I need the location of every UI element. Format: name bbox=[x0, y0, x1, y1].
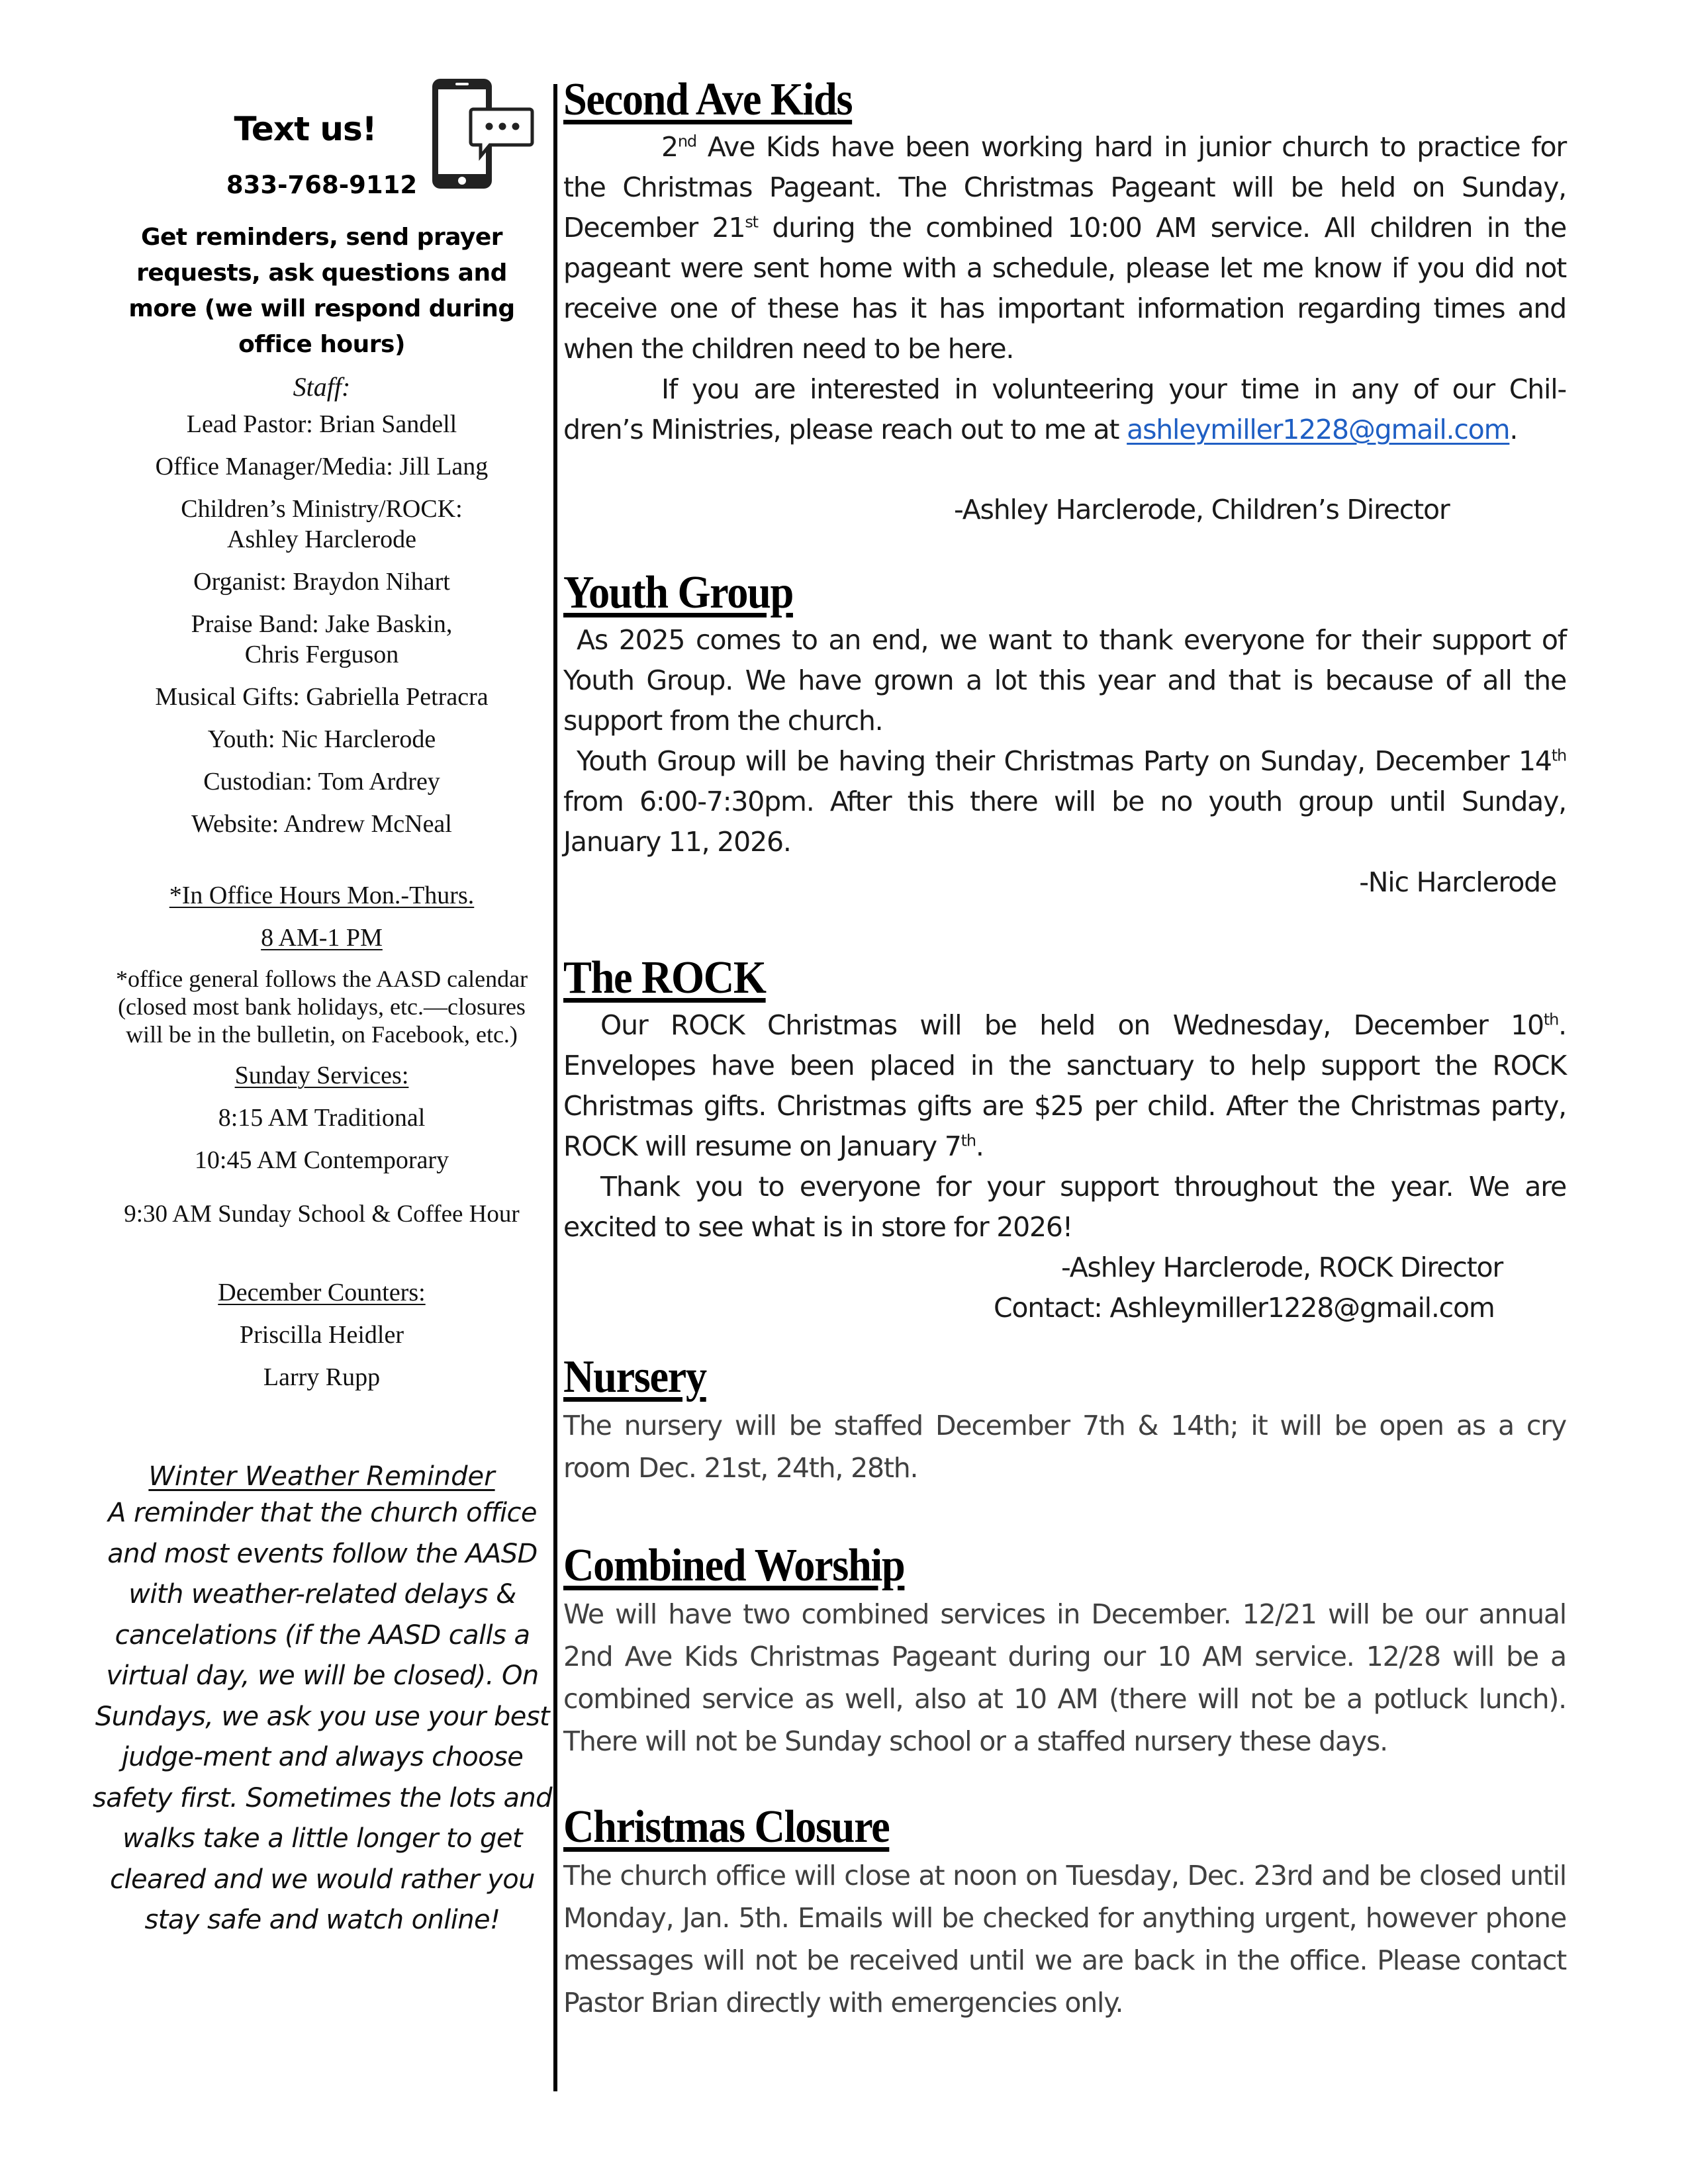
section-paragraph: The nursery will be staffed December 7th & 14th; it will be open as a cry room Dec. 21st, 24th, 28th. bbox=[563, 1410, 1566, 1484]
section-combined-worship bbox=[563, 1539, 1566, 1762]
staff-item: Lead Pastor: Brian Sandell bbox=[186, 410, 457, 438]
section-heading: Combined Worship bbox=[563, 1540, 905, 1591]
office-hours-time: 8 AM-1 PM bbox=[261, 924, 383, 952]
email-link[interactable]: ashleymiller1228@gmail.com bbox=[1127, 414, 1510, 445]
column-divider bbox=[553, 84, 557, 2091]
staff-item: Musical Gifts: Gabriella Petracra bbox=[155, 683, 489, 711]
section-heading: Youth Group bbox=[563, 567, 793, 618]
section-paragraph: The church office will close at noon on Tuesday, Dec. 23rd and be closed until Monday, Jan. 5th. Emails will be checked for anything urgent, however phone messages will not be received until we are back in the office. Please contact Pastor Brian directly with emergencies only. bbox=[563, 1860, 1566, 2019]
text-us-title: Text us! bbox=[234, 110, 377, 148]
section-christmas-closure bbox=[563, 1800, 1566, 2024]
staff-item: Children’s Ministry/ROCK: Ashley Harclerode bbox=[181, 495, 463, 553]
staff-item: Youth: Nic Harclerode bbox=[207, 725, 436, 753]
section-paragraph: Thank you to everyone for your support throughout the year. We are excited to see what is in store for 2026! bbox=[563, 1171, 1566, 1243]
counters-block bbox=[99, 1277, 544, 1392]
section-paragraph: Youth Group will be having their Christmas Party on Sunday, December 14th from 6:00-7:30pm. After this there will be no youth group until Sunday, January 11, 2026. bbox=[563, 745, 1566, 858]
counter-name: Larry Rupp bbox=[263, 1363, 381, 1391]
signature: -Ashley Harclerode, ROCK Director bbox=[1061, 1251, 1503, 1283]
section-heading: Christmas Closure bbox=[563, 1801, 890, 1852]
counters-title: December Counters: bbox=[218, 1279, 426, 1306]
section-the-rock bbox=[563, 951, 1566, 1328]
staff-list bbox=[99, 409, 544, 839]
staff-item: Organist: Braydon Nihart bbox=[193, 568, 450, 596]
section-youth-group bbox=[563, 566, 1566, 903]
weather-reminder-title: Winter Weather Reminder bbox=[148, 1461, 495, 1492]
text-us-phone-number[interactable]: 833-768-9112 bbox=[226, 171, 418, 199]
section-heading: Nursery bbox=[563, 1351, 706, 1402]
contact-email: Contact: Ashleymiller1228@gmail.com bbox=[994, 1292, 1495, 1324]
weather-reminder-block bbox=[93, 1460, 552, 1941]
section-nursery bbox=[563, 1350, 1566, 1489]
section-paragraph: If you are interested in volunteering your time in any of our Chil-dren’s Ministries, please reach out to me at ashleymiller1228@gmail.com. bbox=[563, 373, 1566, 445]
weather-reminder-body: A reminder that the church office and most events follow the AASD with weather-related delays & cancelations (if the AASD calls a virtual day, we will be closed). On Sundays, we ask you use your best judge-ment and always choose safety first. Sometimes the lots and walks take a little longer to get cleared and we would rather you stay safe and watch online! bbox=[93, 1498, 552, 1935]
service-time: 10:45 AM Contemporary bbox=[194, 1146, 449, 1174]
office-calendar-note: *office general follows the AASD calendar (closed most bank holidays, etc.—closures will be in the bulletin, on Facebook, etc.) bbox=[115, 966, 528, 1048]
staff-item: Praise Band: Jake Baskin, Chris Ferguson bbox=[191, 610, 453, 668]
staff-item: Office Manager/Media: Jill Lang bbox=[155, 453, 489, 480]
section-paragraph: We will have two combined services in December. 12/21 will be our annual 2nd Ave Kids Christmas Pageant during our 10 AM service. 12/28 will be a combined service as well, also at 10 AM (there will not be a potluck lunch). There will not be Sunday school or a staffed nursery these days. bbox=[563, 1598, 1566, 1757]
sunday-school-time: 9:30 AM Sunday School & Coffee Hour bbox=[124, 1201, 520, 1228]
section-heading: The ROCK bbox=[563, 952, 766, 1003]
section-second-ave-kids bbox=[563, 73, 1566, 530]
text-us-block bbox=[99, 66, 544, 371]
sunday-services-title: Sunday Services: bbox=[234, 1062, 409, 1089]
phone-chat-icon bbox=[427, 76, 536, 192]
section-paragraph: Our ROCK Christmas will be held on Wednesday, December 10th. Envelopes have been placed in the sanctuary to help support the ROCK Christmas gifts. Christmas gifts are $25 per child. After the Christmas party, ROCK will resume on January 7th. bbox=[563, 1009, 1566, 1162]
section-paragraph: As 2025 comes to an end, we want to thank everyone for their support of Youth Group. We have grown a lot this year and that is because of all the support from the church. bbox=[563, 624, 1566, 737]
office-hours-title: *In Office Hours Mon.-Thurs. bbox=[169, 882, 475, 909]
signature: -Nic Harclerode bbox=[1359, 866, 1556, 898]
staff-item: Website: Andrew McNeal bbox=[191, 810, 452, 838]
staff-item: Custodian: Tom Ardrey bbox=[203, 768, 440, 796]
text-us-description: Get reminders, send prayer requests, ask questions and more (we will respond during office hours) bbox=[128, 224, 515, 358]
section-paragraph: 2nd Ave Kids have been working hard in junior church to practice for the Christmas Pageant. The Christmas Pageant will be held on Sunday, December 21st during the combined 10:00 AM service. All children in the pageant were sent home with a schedule, please let me know if you did not receive one of these has it has important information regarding times and when the children need to be here. bbox=[563, 131, 1566, 365]
service-time: 8:15 AM Traditional bbox=[218, 1104, 426, 1132]
signature: -Ashley Harclerode, Children’s Director bbox=[954, 494, 1450, 525]
sidebar bbox=[93, 66, 552, 1941]
office-hours-block bbox=[99, 880, 544, 1230]
section-heading: Second Ave Kids bbox=[563, 74, 853, 125]
counter-name: Priscilla Heidler bbox=[240, 1321, 404, 1349]
staff-title: Staff: bbox=[293, 372, 351, 402]
